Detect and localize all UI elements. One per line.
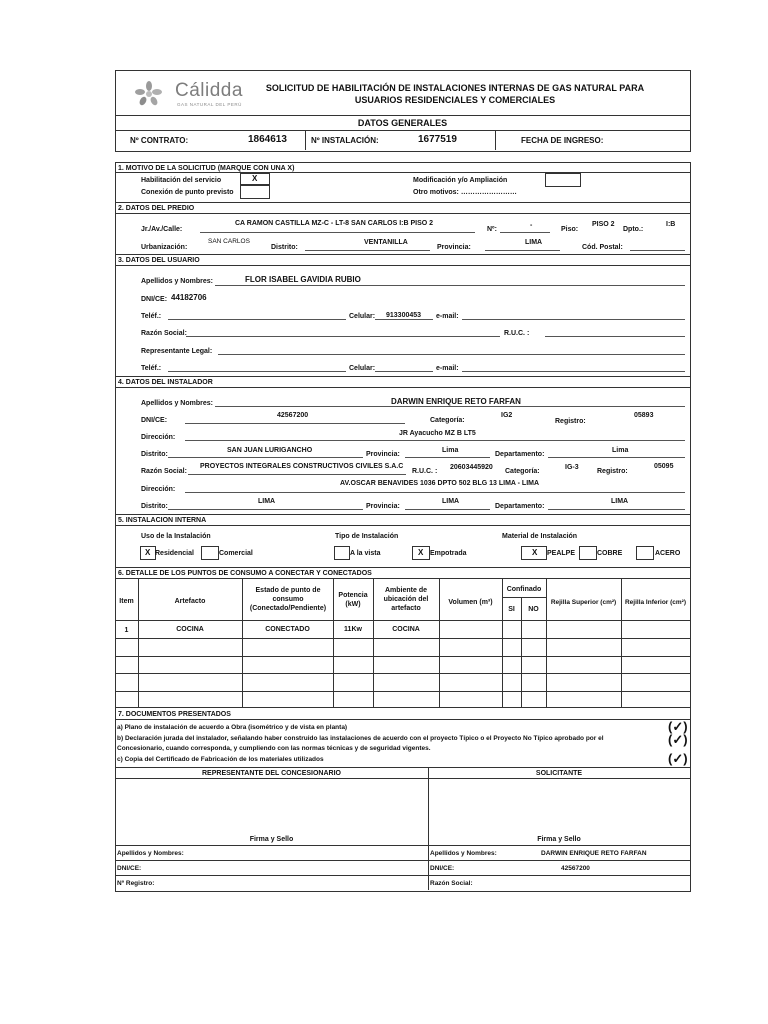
sol-dni-value[interactable]: 42567200 <box>561 865 590 872</box>
section-3-line <box>115 265 690 266</box>
section-7-title: 7. DOCUMENTOS PRESENTADOS <box>118 711 231 718</box>
usuario-telef2-label: Teléf.: <box>141 365 162 372</box>
postal-label: Cód. Postal: <box>582 244 623 251</box>
inst-distrito-underline <box>168 457 363 458</box>
section-4-top <box>115 376 690 377</box>
main-frame <box>115 162 691 892</box>
calidda-flower-icon <box>133 80 165 108</box>
usuario-razon-label: Razón Social: <box>141 330 187 337</box>
comercial-label: Comercial <box>219 550 253 557</box>
piso-label: Piso: <box>561 226 579 233</box>
table-col-4 <box>373 578 374 707</box>
inst-razon-underline <box>188 474 406 475</box>
inst-ruc-label: R.U.C. : <box>412 468 438 475</box>
sign-center-divider <box>428 767 429 890</box>
inst-direccion2-value[interactable]: AV.OSCAR BENAVIDES 1036 DPTO 502 BLG 13 LIMA - LIMA <box>340 480 540 487</box>
sign-row-2 <box>115 860 690 861</box>
logo-tagline: GAS NATURAL DEL PERÚ <box>177 102 242 107</box>
row1-estado[interactable]: CONECTADO <box>265 626 310 633</box>
comercial-checkbox[interactable] <box>201 546 219 560</box>
inst-categoria2-value[interactable]: IG-3 <box>565 464 579 471</box>
doc-c: c) Copia del Certificado de Fabricación de los materiales utilizados <box>117 756 324 763</box>
doc-b1: b) Declaración jurada del instalador, señalando haber construido las instalaciones de acuerdo con el proyecto Típico o el Proyecto No Típico aprobado por el <box>117 735 604 742</box>
piso-value[interactable]: PISO 2 <box>592 221 615 228</box>
urb-label: Urbanización: <box>141 244 188 251</box>
inst-nombres-underline <box>215 406 685 407</box>
section-4-line <box>115 387 690 388</box>
usuario-email-label: e-mail: <box>436 313 459 320</box>
vista-label: A la vista <box>350 550 381 557</box>
uso-label: Uso de la Instalación <box>141 533 211 540</box>
table-row-line-5 <box>115 707 690 708</box>
urb-value[interactable]: SAN CARLOS <box>208 238 250 245</box>
table-row-line-1 <box>115 638 690 639</box>
inst-distrito2-value[interactable]: LIMA <box>258 498 276 505</box>
usuario-dni-value[interactable]: 44182706 <box>171 293 207 302</box>
inst-provincia2-underline <box>405 509 490 510</box>
table-row-line-2 <box>115 656 690 657</box>
vista-checkbox[interactable] <box>334 546 350 560</box>
usuario-celular-label: Celular: <box>349 313 376 320</box>
inst-direccion-value[interactable]: JR Ayacucho MZ B LT5 <box>399 430 476 437</box>
th-rejilla-inferior: Rejilla Inferior (cm²) <box>624 599 687 606</box>
instalacion-label: Nº INSTALACIÓN: <box>311 136 379 145</box>
contrato-value[interactable]: 1864613 <box>248 134 287 145</box>
section-2-top <box>115 202 690 203</box>
row1-ambiente[interactable]: COCINA <box>392 626 420 633</box>
contrato-label: Nº CONTRATO: <box>130 136 189 145</box>
section-3-title: 3. DATOS DEL USUARIO <box>118 257 200 264</box>
th-si: SI <box>508 606 515 613</box>
inst-registro-value[interactable]: 05893 <box>634 412 654 419</box>
inst-dni-value[interactable]: 42567200 <box>277 412 309 419</box>
th-artefacto: Artefacto <box>174 598 206 605</box>
datos-generales-title: DATOS GENERALES <box>357 118 448 128</box>
fecha-label: FECHA DE INGRESO: <box>521 136 604 145</box>
logo-name: Cálidda <box>175 80 243 101</box>
inst-depto2-label: Departamento: <box>495 503 545 510</box>
inst-categoria-value[interactable]: IG2 <box>501 412 513 419</box>
th-estado: Estado de punto de consumo (Conectado/Pendiente) <box>249 587 327 612</box>
inst-categoria-label: Categoría: <box>430 417 465 424</box>
sol-nombres-label: Apellidos y Nombres: <box>430 850 497 857</box>
inst-provincia2-label: Provincia: <box>366 503 400 510</box>
row1-artefacto[interactable]: COCINA <box>176 626 204 633</box>
empotrada-mark: X <box>418 548 424 557</box>
section-5-title: 5. INSTALACION INTERNA <box>118 517 207 524</box>
doc-b2: Concesionario, cuando corresponda, y cumpliendo con las normas técnicas y de seguridad vigentes. <box>117 745 431 752</box>
inst-depto2-value[interactable]: LIMA <box>611 498 629 505</box>
inst-provincia2-value[interactable]: LIMA <box>442 498 460 505</box>
sol-title: SOLICITANTE <box>535 770 583 777</box>
usuario-celular-value[interactable]: 913300453 <box>386 312 422 319</box>
residencial-mark: X <box>145 548 151 557</box>
inst-dni-underline <box>185 423 405 424</box>
usuario-dni-label: DNI/CE: <box>141 296 168 303</box>
conexion-label: Conexión de punto previsto <box>141 189 234 196</box>
usuario-razon-underline <box>186 336 500 337</box>
inst-direccion2-underline <box>185 492 685 493</box>
inst-categoria2-label: Categoría: <box>505 468 540 475</box>
calidda-logo <box>133 80 248 110</box>
doc-b-check-icon[interactable]: (✓) <box>668 732 688 747</box>
provincia-value[interactable]: LIMA <box>525 239 543 246</box>
sol-firma: Firma y Sello <box>537 836 581 843</box>
otros-label: Otro motivos: …………………… <box>413 189 517 196</box>
inst-depto-underline <box>548 457 685 458</box>
modificacion-label: Modificación y/o Ampliación <box>413 177 508 184</box>
th-confinado: Confinado <box>506 586 542 593</box>
section-2-line <box>115 213 690 214</box>
table-row-line-3 <box>115 673 690 674</box>
cobre-checkbox[interactable] <box>579 546 597 560</box>
usuario-celular2-underline <box>375 371 433 372</box>
residencial-label: Residencial <box>155 550 194 557</box>
calle-underline <box>200 232 475 233</box>
usuario-telef2-underline <box>168 371 346 372</box>
rep-title: REPRESENTANTE DEL CONCESIONARIO <box>202 770 341 777</box>
usuario-ruc-underline <box>545 336 685 337</box>
sign-row-3 <box>115 875 690 876</box>
sol-dni-label: DNI/CE: <box>430 865 455 872</box>
th-no: NO <box>528 606 539 613</box>
inst-razon-value[interactable]: PROYECTOS INTEGRALES CONSTRUCTIVOS CIVILES S.A.C <box>200 463 404 470</box>
inst-distrito2-underline <box>168 509 363 510</box>
n-label: Nº: <box>487 226 497 233</box>
usuario-email2-label: e-mail: <box>436 365 459 372</box>
th-ambiente: Ambiente de ubicación del artefacto <box>383 587 429 612</box>
header-divider-1 <box>115 115 690 116</box>
th-potencia: Potencia (kW) <box>338 592 368 608</box>
distrito-value[interactable]: VENTANILLA <box>364 239 408 246</box>
inst-nombres-label: Apellidos y Nombres: <box>141 400 213 407</box>
inst-dni-label: DNI/CE: <box>141 417 168 424</box>
inst-registro2-label: Registro: <box>597 468 628 475</box>
distrito-label: Distrito: <box>271 244 298 251</box>
inst-distrito2-label: Distrito: <box>141 503 168 510</box>
provincia-label: Provincia: <box>437 244 471 251</box>
section-2-title: 2. DATOS DEL PREDIO <box>118 205 195 212</box>
dpto-value[interactable]: I:B <box>666 221 676 228</box>
material-label: Material de Instalación <box>502 533 578 540</box>
inst-registro2-value[interactable]: 05095 <box>654 463 674 470</box>
modificacion-checkbox[interactable] <box>545 173 581 187</box>
inst-depto-value[interactable]: Lima <box>612 447 629 454</box>
usuario-telef-underline <box>168 319 346 320</box>
form-title-line2: USUARIOS RESIDENCIALES Y COMERCIALES <box>354 95 556 105</box>
inst-provincia-label: Provincia: <box>366 451 400 458</box>
calle-label: Jr./Av./Calle: <box>141 226 183 233</box>
form-title-line1: SOLICITUD DE HABILITACIÓN DE INSTALACIONES INTERNAS DE GAS NATURAL PARA <box>265 83 645 93</box>
sol-razon-label: Razón Social: <box>430 880 473 887</box>
table-header-top <box>115 578 690 579</box>
section-5-line <box>115 525 690 526</box>
inst-nombres-value[interactable]: DARWIN ENRIQUE RETO FARFAN <box>391 397 521 406</box>
section-4-title: 4. DATOS DEL INSTALADOR <box>118 379 213 386</box>
section-1-title: 1. MOTIVO DE LA SOLICITUD (MARQUE CON UNA X) <box>118 165 295 172</box>
conexion-checkbox[interactable] <box>240 185 270 199</box>
section-6-title: 6. DETALLE DE LOS PUNTOS DE CONSUMO A CONECTAR Y CONECTADOS <box>118 570 372 577</box>
th-volumen: Volumen (m³) <box>448 599 493 606</box>
sign-title-line <box>115 778 690 779</box>
rep-registro-label: Nº Registro: <box>117 880 155 887</box>
distrito-underline <box>305 250 430 251</box>
doc-a-check-icon[interactable]: (✓) <box>668 719 688 734</box>
inst-depto-label: Departamento: <box>495 451 545 458</box>
inst-razon-label: Razón Social: <box>141 468 187 475</box>
inst-distrito-value[interactable]: SAN JUAN LURIGANCHO <box>227 447 313 454</box>
section-7-line <box>115 719 690 720</box>
pealpe-label: PEALPE <box>547 550 576 557</box>
rep-nombres-label: Apellidos y Nombres: <box>117 850 184 857</box>
table-header-bottom <box>115 620 690 621</box>
postal-underline <box>630 250 685 251</box>
table-row-line-4 <box>115 691 690 692</box>
acero-label: ACERO <box>655 550 681 557</box>
cobre-label: COBRE <box>597 550 623 557</box>
habilitacion-label: Habilitación del servicio <box>141 177 222 184</box>
provincia-underline <box>485 250 560 251</box>
usuario-email2-underline <box>462 371 685 372</box>
section-6-top <box>115 567 690 568</box>
usuario-rep-label: Representante Legal: <box>141 348 213 355</box>
usuario-rep-underline <box>218 354 685 355</box>
header-divider-2 <box>115 130 690 131</box>
sign-row-1 <box>115 845 690 846</box>
rep-firma: Firma y Sello <box>249 836 294 843</box>
usuario-nombres-label: Apellidos y Nombres: <box>141 278 213 285</box>
empotrada-label: Empotrada <box>430 550 467 557</box>
usuario-ruc-label: R.U.C. : <box>504 330 530 337</box>
calle-value[interactable]: CA RAMON CASTILLA MZ-C - LT-8 SAN CARLOS I:B PISO 2 <box>235 220 434 227</box>
row1-potencia[interactable]: 11Kw <box>344 626 362 633</box>
inst-ruc-value[interactable]: 20603445920 <box>450 464 493 471</box>
inst-direccion-underline <box>185 440 685 441</box>
th-item: Item <box>119 598 134 605</box>
inst-direccion-label: Dirección: <box>141 434 176 441</box>
header-vsep-1 <box>305 130 306 150</box>
usuario-celular-underline <box>375 319 433 320</box>
inst-direccion2-label: Dirección: <box>141 486 176 493</box>
usuario-telef-label: Teléf.: <box>141 313 162 320</box>
table-col-3 <box>333 578 334 707</box>
usuario-nombres-value[interactable]: FLOR ISABEL GAVIDIA RUBIO <box>245 275 361 284</box>
section-5-top <box>115 514 690 515</box>
table-col-2 <box>242 578 243 707</box>
habilitacion-mark: X <box>252 174 258 183</box>
sign-top <box>115 767 690 768</box>
n-underline <box>500 232 550 233</box>
inst-distrito-label: Distrito: <box>141 451 168 458</box>
tipo-label: Tipo de Instalación <box>335 533 399 540</box>
inst-registro-label: Registro: <box>555 418 586 425</box>
section-1-line <box>115 172 690 173</box>
inst-depto2-underline <box>548 509 685 510</box>
doc-a: a) Plano de instalación de acuerdo a Obra (isométrico y de vista en planta) <box>117 724 348 731</box>
confinado-divider <box>502 597 546 598</box>
row1-item[interactable]: 1 <box>124 627 129 634</box>
acero-checkbox[interactable] <box>636 546 654 560</box>
header-vsep-2 <box>495 130 496 150</box>
usuario-email-underline <box>462 319 685 320</box>
n-value[interactable]: - <box>530 222 533 229</box>
sol-nombres-value[interactable]: DARWIN ENRIQUE RETO FARFAN <box>541 850 647 857</box>
pealpe-mark: X <box>532 548 538 557</box>
instalacion-value[interactable]: 1677519 <box>418 134 457 145</box>
usuario-nombres-underline <box>215 285 685 286</box>
usuario-celular2-label: Celular: <box>349 365 376 372</box>
th-rejilla-superior: Rejilla Superior (cm²) <box>550 599 617 606</box>
dpto-label: Dpto.: <box>623 226 644 233</box>
rep-dni-label: DNI/CE: <box>117 865 142 872</box>
inst-provincia-underline <box>405 457 490 458</box>
section-3-top <box>115 254 690 255</box>
table-col-6 <box>502 578 503 707</box>
doc-c-check-icon[interactable]: (✓) <box>668 751 688 766</box>
inst-provincia-value[interactable]: Lima <box>442 447 459 454</box>
